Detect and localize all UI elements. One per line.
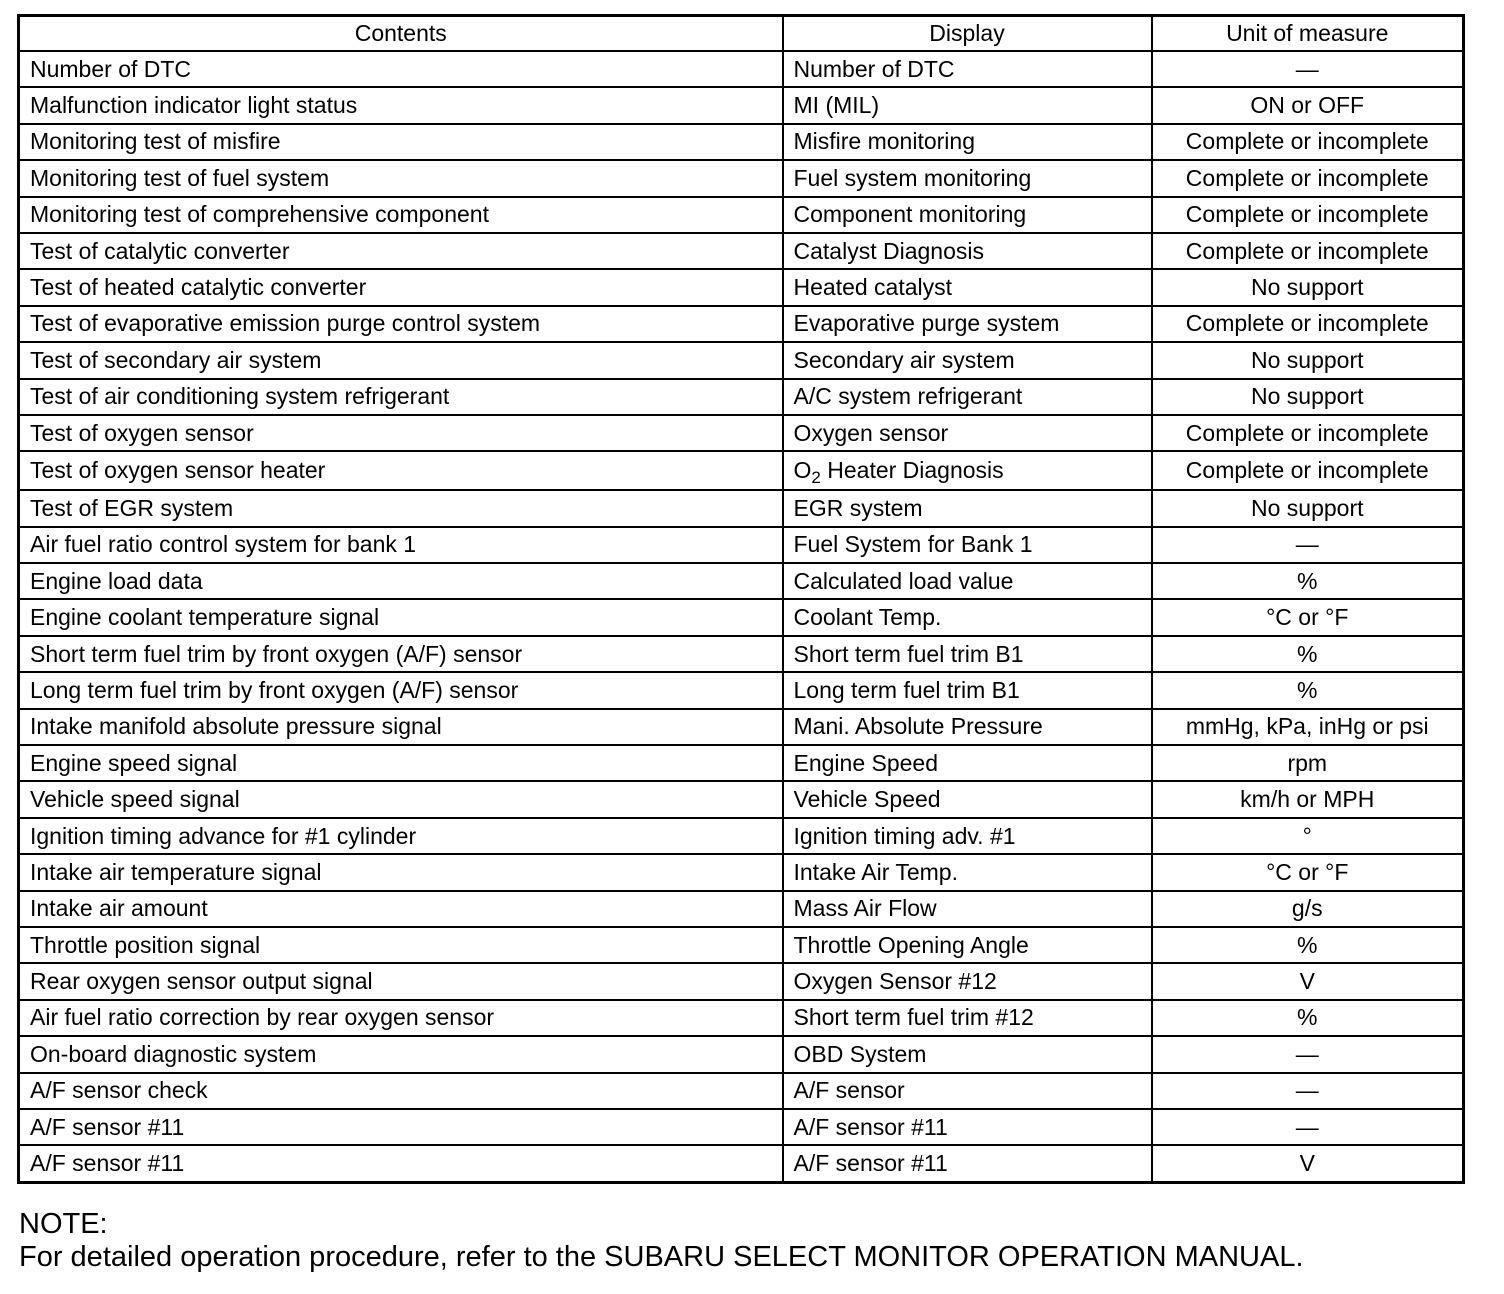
table-row bbox=[19, 818, 1464, 854]
cell-unit: — bbox=[1152, 1036, 1464, 1072]
cell-unit: Complete or incomplete bbox=[1152, 124, 1464, 160]
cell-contents: Ignition timing advance for #1 cylinder bbox=[19, 818, 783, 854]
cell-contents: Test of heated catalytic converter bbox=[19, 269, 783, 305]
table-row bbox=[19, 963, 1464, 999]
cell-contents: Intake manifold absolute pressure signal bbox=[19, 709, 783, 745]
cell-unit: % bbox=[1152, 1000, 1464, 1036]
cell-contents: Monitoring test of misfire bbox=[19, 124, 783, 160]
cell-display: Intake Air Temp. bbox=[783, 854, 1152, 890]
cell-contents: Long term fuel trim by front oxygen (A/F) sensor bbox=[19, 672, 783, 708]
table-row bbox=[19, 415, 1464, 451]
cell-display: Number of DTC bbox=[783, 51, 1152, 87]
cell-contents: Rear oxygen sensor output signal bbox=[19, 963, 783, 999]
cell-display: Vehicle Speed bbox=[783, 781, 1152, 817]
cell-unit: % bbox=[1152, 636, 1464, 672]
table-row bbox=[19, 1000, 1464, 1036]
cell-display: OBD System bbox=[783, 1036, 1152, 1072]
cell-unit: km/h or MPH bbox=[1152, 781, 1464, 817]
cell-display: Oxygen sensor bbox=[783, 415, 1152, 451]
obd-data-table bbox=[17, 14, 1465, 1184]
cell-contents: Test of EGR system bbox=[19, 490, 783, 526]
cell-unit: Complete or incomplete bbox=[1152, 451, 1464, 490]
cell-contents: Air fuel ratio correction by rear oxygen sensor bbox=[19, 1000, 783, 1036]
cell-unit: Complete or incomplete bbox=[1152, 306, 1464, 342]
cell-contents: Engine speed signal bbox=[19, 745, 783, 781]
header-unit: Unit of measure bbox=[1152, 16, 1464, 52]
cell-contents: Monitoring test of comprehensive component bbox=[19, 197, 783, 233]
cell-unit: — bbox=[1152, 1073, 1464, 1109]
cell-contents: Test of oxygen sensor bbox=[19, 415, 783, 451]
cell-contents: Air fuel ratio control system for bank 1 bbox=[19, 527, 783, 563]
cell-unit: — bbox=[1152, 527, 1464, 563]
cell-display: MI (MIL) bbox=[783, 87, 1152, 123]
table-row bbox=[19, 51, 1464, 87]
table-row bbox=[19, 599, 1464, 635]
header-display: Display bbox=[783, 16, 1152, 52]
table-row bbox=[19, 490, 1464, 526]
header-contents: Contents bbox=[19, 16, 783, 52]
cell-display: Misfire monitoring bbox=[783, 124, 1152, 160]
cell-display: Engine Speed bbox=[783, 745, 1152, 781]
display-prefix: O bbox=[793, 457, 812, 484]
table-row bbox=[19, 451, 1464, 490]
cell-unit: No support bbox=[1152, 269, 1464, 305]
cell-display: Mani. Absolute Pressure bbox=[783, 709, 1152, 745]
cell-display: A/C system refrigerant bbox=[783, 379, 1152, 415]
cell-unit: No support bbox=[1152, 342, 1464, 378]
table-row bbox=[19, 124, 1464, 160]
cell-unit: No support bbox=[1152, 490, 1464, 526]
cell-display: Oxygen Sensor #12 bbox=[783, 963, 1152, 999]
cell-display: Throttle Opening Angle bbox=[783, 927, 1152, 963]
cell-display: Short term fuel trim #12 bbox=[783, 1000, 1152, 1036]
cell-contents: A/F sensor #11 bbox=[19, 1109, 783, 1145]
cell-unit: mmHg, kPa, inHg or psi bbox=[1152, 709, 1464, 745]
table-row bbox=[19, 854, 1464, 890]
cell-unit: Complete or incomplete bbox=[1152, 197, 1464, 233]
table-row bbox=[19, 1036, 1464, 1072]
cell-display: Long term fuel trim B1 bbox=[783, 672, 1152, 708]
cell-unit: ON or OFF bbox=[1152, 87, 1464, 123]
table-row bbox=[19, 781, 1464, 817]
note-label: NOTE: bbox=[19, 1208, 108, 1240]
cell-unit: Complete or incomplete bbox=[1152, 160, 1464, 196]
table-row bbox=[19, 233, 1464, 269]
table-row bbox=[19, 379, 1464, 415]
cell-display: Fuel System for Bank 1 bbox=[783, 527, 1152, 563]
table-row bbox=[19, 563, 1464, 599]
header-row bbox=[19, 16, 1464, 52]
cell-contents: Test of air conditioning system refrigerant bbox=[19, 379, 783, 415]
cell-display: Calculated load value bbox=[783, 563, 1152, 599]
cell-display: Component monitoring bbox=[783, 197, 1152, 233]
table-row bbox=[19, 709, 1464, 745]
cell-contents: On-board diagnostic system bbox=[19, 1036, 783, 1072]
cell-unit: — bbox=[1152, 51, 1464, 87]
table-row bbox=[19, 636, 1464, 672]
cell-unit: % bbox=[1152, 672, 1464, 708]
table-row bbox=[19, 197, 1464, 233]
table-row bbox=[19, 891, 1464, 927]
cell-unit: rpm bbox=[1152, 745, 1464, 781]
cell-contents: A/F sensor check bbox=[19, 1073, 783, 1109]
cell-contents: Intake air amount bbox=[19, 891, 783, 927]
display-subscript: 2 bbox=[811, 468, 821, 488]
table-row bbox=[19, 927, 1464, 963]
cell-contents: Throttle position signal bbox=[19, 927, 783, 963]
cell-display: A/F sensor #11 bbox=[783, 1109, 1152, 1145]
cell-unit: V bbox=[1152, 1145, 1464, 1182]
table-row bbox=[19, 269, 1464, 305]
cell-contents: Monitoring test of fuel system bbox=[19, 160, 783, 196]
table-row bbox=[19, 672, 1464, 708]
cell-unit: ° bbox=[1152, 818, 1464, 854]
cell-contents: Vehicle speed signal bbox=[19, 781, 783, 817]
cell-contents: Intake air temperature signal bbox=[19, 854, 783, 890]
cell-display: Ignition timing adv. #1 bbox=[783, 818, 1152, 854]
cell-unit: °C or °F bbox=[1152, 854, 1464, 890]
note-section bbox=[19, 1208, 1304, 1274]
note-text: For detailed operation procedure, refer to the SUBARU SELECT MONITOR OPERATION MANUAL. bbox=[19, 1241, 1304, 1273]
cell-unit: No support bbox=[1152, 379, 1464, 415]
cell-contents: Engine coolant temperature signal bbox=[19, 599, 783, 635]
cell-contents: Short term fuel trim by front oxygen (A/F) sensor bbox=[19, 636, 783, 672]
table-row bbox=[19, 745, 1464, 781]
cell-display bbox=[783, 451, 1152, 490]
table-row bbox=[19, 1109, 1464, 1145]
cell-unit: Complete or incomplete bbox=[1152, 233, 1464, 269]
cell-contents: Test of evaporative emission purge control system bbox=[19, 306, 783, 342]
table-row bbox=[19, 1073, 1464, 1109]
cell-unit: g/s bbox=[1152, 891, 1464, 927]
table-row bbox=[19, 342, 1464, 378]
cell-display: Secondary air system bbox=[783, 342, 1152, 378]
table-row bbox=[19, 1145, 1464, 1182]
cell-display: EGR system bbox=[783, 490, 1152, 526]
cell-unit: % bbox=[1152, 927, 1464, 963]
cell-unit: % bbox=[1152, 563, 1464, 599]
cell-unit: V bbox=[1152, 963, 1464, 999]
cell-display: Short term fuel trim B1 bbox=[783, 636, 1152, 672]
table-row bbox=[19, 87, 1464, 123]
cell-contents: Engine load data bbox=[19, 563, 783, 599]
cell-contents: Test of oxygen sensor heater bbox=[19, 451, 783, 490]
cell-unit: °C or °F bbox=[1152, 599, 1464, 635]
table-row bbox=[19, 160, 1464, 196]
cell-contents: Test of catalytic converter bbox=[19, 233, 783, 269]
cell-display: A/F sensor bbox=[783, 1073, 1152, 1109]
page bbox=[17, 14, 1462, 1184]
cell-display: Heated catalyst bbox=[783, 269, 1152, 305]
table-row bbox=[19, 527, 1464, 563]
cell-display: Mass Air Flow bbox=[783, 891, 1152, 927]
cell-contents: A/F sensor #11 bbox=[19, 1145, 783, 1182]
table-row bbox=[19, 306, 1464, 342]
cell-unit: — bbox=[1152, 1109, 1464, 1145]
cell-display: Evaporative purge system bbox=[783, 306, 1152, 342]
cell-unit: Complete or incomplete bbox=[1152, 415, 1464, 451]
cell-contents: Test of secondary air system bbox=[19, 342, 783, 378]
cell-display: A/F sensor #11 bbox=[783, 1145, 1152, 1182]
cell-contents: Malfunction indicator light status bbox=[19, 87, 783, 123]
cell-contents: Number of DTC bbox=[19, 51, 783, 87]
cell-display: Coolant Temp. bbox=[783, 599, 1152, 635]
display-suffix: Heater Diagnosis bbox=[820, 457, 1004, 484]
cell-display: Catalyst Diagnosis bbox=[783, 233, 1152, 269]
cell-display: Fuel system monitoring bbox=[783, 160, 1152, 196]
